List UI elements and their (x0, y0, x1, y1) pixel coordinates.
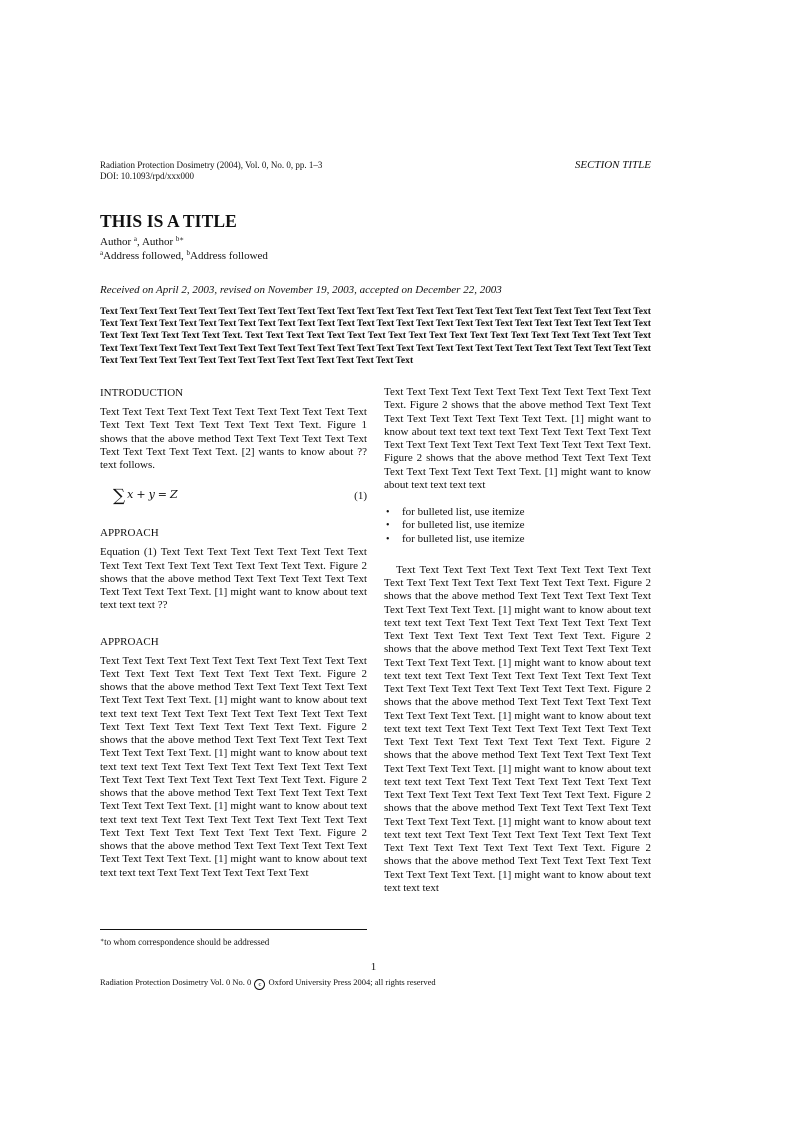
author-line (100, 235, 268, 249)
abstract: Text Text Text Text Text Text Text Text Text Text Text Text Text Text Text Text Text Text Text Text Text Text Text Text Text Text Text Text Text Text Text Text Text Text Text Text Text Text Text Text Text Text Text Text Text Text Text Text Text Text Text Text Text Text Text Text Text Text Text Text Text Text Text. Text Text Text Text Text Text Text Text Text Text Text Text Text Text Text Text Text Text Text Text Text Text Text Text Text Text Text Text Text Text Text Text Text Text Text Text Text Text Text Text Text Text Text Text Text Text Text Text Text Text Text Text Text Text Text Text Text Text Text Text Text Text Text Text (100, 306, 651, 366)
affiliation-marker: b (186, 249, 191, 257)
footer-journal: Radiation Protection Dosimetry Vol. 0 No. 0 (100, 977, 252, 987)
approach-paragraph: Equation (1) Text Text Text Text Text Text Text Text Text Text Text Text Text Text Text Text Text Text Text. Figure 2 shows that the above method Text Text Text Text Text Text Text Text Text Text Text. [1] might want to know about text text text text ?? (100, 546, 367, 612)
bullet-icon: • (386, 507, 390, 518)
received-dates: Received on April 2, 2003, revised on November 19, 2003, accepted on December 22, 2003 (100, 284, 502, 296)
section-title: SECTION TITLE (574, 159, 651, 171)
left-column (100, 386, 367, 880)
bulleted-list (384, 506, 651, 546)
list-item-text: for bulleted list, use itemize (402, 506, 525, 518)
affiliation-marker: b∗ (175, 235, 185, 243)
bullet-icon: • (386, 533, 390, 545)
eq-var-z: Z (170, 488, 178, 502)
eq-var-y: y (148, 488, 155, 502)
author-block (100, 235, 268, 263)
section-heading-approach: APPROACH (100, 527, 159, 540)
right-column (384, 386, 651, 895)
copyright-icon: c (254, 979, 265, 990)
author-name: Author (141, 236, 174, 248)
list-item (384, 506, 651, 519)
page-footer (100, 977, 436, 990)
equation-expression (113, 486, 178, 507)
introduction-paragraph: Text Text Text Text Text Text Text Text Text Text Text Text Text Text Text Text Text Text Text Text Text. Figure 1 shows that the above method Text Text Text Text Text Text Text Text Text Text Text Text. [2] wants to know about ?? text follows. (100, 406, 367, 471)
section-heading-approach-2: APPROACH (100, 635, 159, 648)
footnote-rule (100, 929, 367, 930)
section-heading-introduction: INTRODUCTION (100, 387, 184, 399)
list-item-text: for bulleted list, use itemize (402, 519, 525, 532)
paper-title: THIS IS A TITLE (100, 211, 237, 231)
doi: DOI: 10.1093/rpd/xxx000 (100, 171, 194, 181)
list-item-text: for bulleted list, use itemize (402, 532, 525, 545)
affiliation-marker: a (133, 235, 138, 243)
footnote (100, 937, 269, 947)
eq-var-x: x (127, 488, 134, 502)
footnote-text: to whom correspondence should be addressed (104, 937, 270, 947)
author-separator: , (137, 236, 142, 248)
eq-plus: + (136, 488, 146, 502)
equation-1 (100, 486, 367, 510)
page-number: 1 (370, 961, 377, 973)
address: Address followed, (103, 250, 187, 262)
bullet-icon: • (386, 520, 390, 532)
right-column-paragraph-2: Text Text Text Text Text Text Text Text Text Text Text Text Text Text Text Text Text Text Text Text Text. Figure 2 shows that the above method Text Text Text Text Text Text Text Text Text Text Text. [1] might want to know about text text text text Text Text Text Text Text Text Text Text Text Text Text Text Text Text Text Text Text Text. Figure 2 shows that the above method Text Text Text Text Text Text Text Text Text Text Text. [1] might want to know about text text text text Text Text Text Text Text Text Text Text Text Text Text Text Text Text Text Text Text Text Text. Figure 2 shows that the above method Text Text Text Text Text Text Text Text Text Text Text. [1] might want to know about text text text text Text Text Text Text Text Text Text Text Text Text Text Text Text Text Text Text Text Text. Figure 2 shows that the above method Text Text Text Text Text Text Text Text Text Text Text. [1] might want to know about text text text text Text Text Text Text Text Text Text Text Text Text Text Text Text Text Text Text Text Text Text. Figure 2 shows that the above method Text Text Text Text Text Text Text Text Text Text Text. [1] might want to know about text text text text Text Text Text Text Text Text Text Text Text Text Text Text Text Text Text Text Text Text. Figure 2 shows that the above method Text Text Text Text Text Text Text Text Text Text Text. [1] might want to know about text text text text (384, 563, 651, 894)
address-line (100, 249, 268, 263)
sum-symbol: ∑ (113, 486, 126, 507)
affiliation-marker: a (100, 249, 104, 257)
list-item (384, 519, 651, 532)
footnote-marker: ∗ (100, 938, 105, 944)
equation-number: (1) (354, 490, 367, 503)
eq-equals: = (157, 488, 168, 502)
address: Address followed (190, 250, 268, 262)
author-name: Author (100, 236, 132, 248)
right-column-paragraph: Text Text Text Text Text Text Text Text Text Text Text Text Text. Figure 2 shows that the above method Text Text Text Text Text Text Text Text Text Text Text. [1] might want to know about text text text text Text Text Text Text Text Text Text Text Text Text Text Text Text Text Text Text Text Text. Figure 2 shows that the above method Text Text Text Text Text Text Text Text Text Text Text. [1] might want to know about text text text text (384, 386, 651, 491)
running-header-citation (100, 160, 322, 182)
footer-publisher: Oxford University Press 2004; all rights reserved (268, 977, 436, 987)
journal-citation: Radiation Protection Dosimetry (2004), Vol. 0, No. 0, pp. 1–3 (100, 160, 323, 170)
approach-2-paragraph: Text Text Text Text Text Text Text Text Text Text Text Text Text Text Text Text Text Text Text Text Text. Figure 2 shows that the above method Text Text Text Text Text Text Text Text Text Text Text. [1] might want to know about text text text text Text Text Text Text Text Text Text Text Text Text Text Text Text Text Text Text Text Text. Figure 2 shows that the above method Text Text Text Text Text Text Text Text Text Text Text. [1] might want to know about text text text text Text Text Text Text Text Text Text Text Text Text Text Text Text Text Text Text Text Text Text. Figure 2 shows that the above method Text Text Text Text Text Text Text Text Text Text Text. [1] might want to know about text text text text Text Text Text Text Text Text Text Text Text Text Text Text Text Text Text Text Text Text. Figure 2 shows that the above method Text Text Text Text Text Text Text Text Text Text Text. [1] might want to know about text text text text Text Text Text Text Text Text Text (100, 654, 367, 879)
list-item (384, 533, 651, 546)
